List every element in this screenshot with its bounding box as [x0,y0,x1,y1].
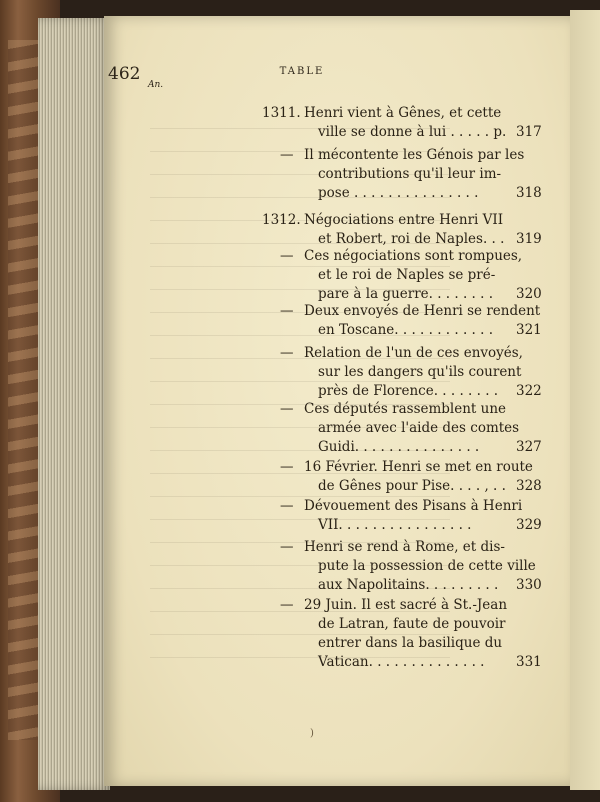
entry-text-line: 29 Juin. Il est sacré à St.-Jean [304,597,508,613]
entry-lead: — [280,498,294,514]
entry-page-number: 328 [516,478,542,494]
entry-text-line: pare à la guerre. . . . . . . . [318,286,494,302]
year-column-label: An. [148,80,164,90]
entry-text-line: ville se donne à lui . . . . . p. [318,124,507,140]
entry-lead: 1312. [262,212,301,228]
entry-lead: — [280,345,294,361]
entry-text-line: Dévouement des Pisans à Henri [304,498,523,514]
entry-text-line: entrer dans la basilique du [318,635,503,651]
entry-text-line: Ces négociations sont rompues, [304,248,523,264]
entry-text-line: Henri vient à Gênes, et cette [304,105,502,121]
entry-text-line: pose . . . . . . . . . . . . . . . [318,185,479,201]
entry-text-line: sur les dangers qu'ils courent [318,364,522,380]
page-number: 462 [108,64,141,84]
entry-text-line: de Latran, faute de pouvoir [318,616,506,632]
facing-page-edge [570,10,600,790]
entry-page-number: 319 [516,231,542,247]
entry-text-line: Il mécontente les Génois par les [304,147,525,163]
entry-lead: — [280,539,294,555]
entry-text-line: Henri se rend à Rome, et dis- [304,539,505,555]
entry-text-line: en Toscane. . . . . . . . . . . . [318,322,493,338]
entry-lead: — [280,303,294,319]
entry-text-line: VII. . . . . . . . . . . . . . . . [318,517,472,533]
entry-page-number: 330 [516,577,542,593]
entry-text-line: Négociations entre Henri VII [304,212,504,228]
entry-lead: 1311. [262,105,301,121]
entry-lead: — [280,248,294,264]
running-header: TABLE [279,66,325,77]
entry-lead: — [280,401,294,417]
entry-text-line: et le roi de Naples se pré- [318,267,496,283]
entry-lead: — [280,459,294,475]
entry-text-line: de Gênes pour Pise. . . . , . . [318,478,506,494]
entry-page-number: 321 [516,322,542,338]
entry-page-number: 322 [516,383,542,399]
entry-text-line: Deux envoyés de Henri se rendent [304,303,541,319]
page-edges [38,18,110,790]
entry-text-line: pute la possession de cette ville [318,558,536,574]
entry-text-line: 16 Février. Henri se met en route [304,459,533,475]
entry-text-line: aux Napolitains. . . . . . . . . [318,577,499,593]
entry-page-number: 327 [516,439,542,455]
entry-page-number: 329 [516,517,542,533]
entry-page-number: 331 [516,654,542,670]
entry-text-line: contributions qu'il leur im- [318,166,502,182]
entry-page-number: 320 [516,286,542,302]
entry-lead: — [280,597,294,613]
entry-text-line: près de Florence. . . . . . . . [318,383,499,399]
entry-text-line: Ces députés rassemblent une [304,401,507,417]
entry-lead: — [280,147,294,163]
entry-page-number: 318 [516,185,542,201]
entry-text-line: Guidi. . . . . . . . . . . . . . . [318,439,480,455]
footer-mark: ) [310,728,314,739]
entry-page-number: 317 [516,124,542,140]
entry-text-line: Vatican. . . . . . . . . . . . . . [318,654,485,670]
entry-text-line: armée avec l'aide des comtes [318,420,520,436]
entry-text-line: Relation de l'un de ces envoyés, [304,345,523,361]
entry-text-line: et Robert, roi de Naples. . . [318,231,505,247]
